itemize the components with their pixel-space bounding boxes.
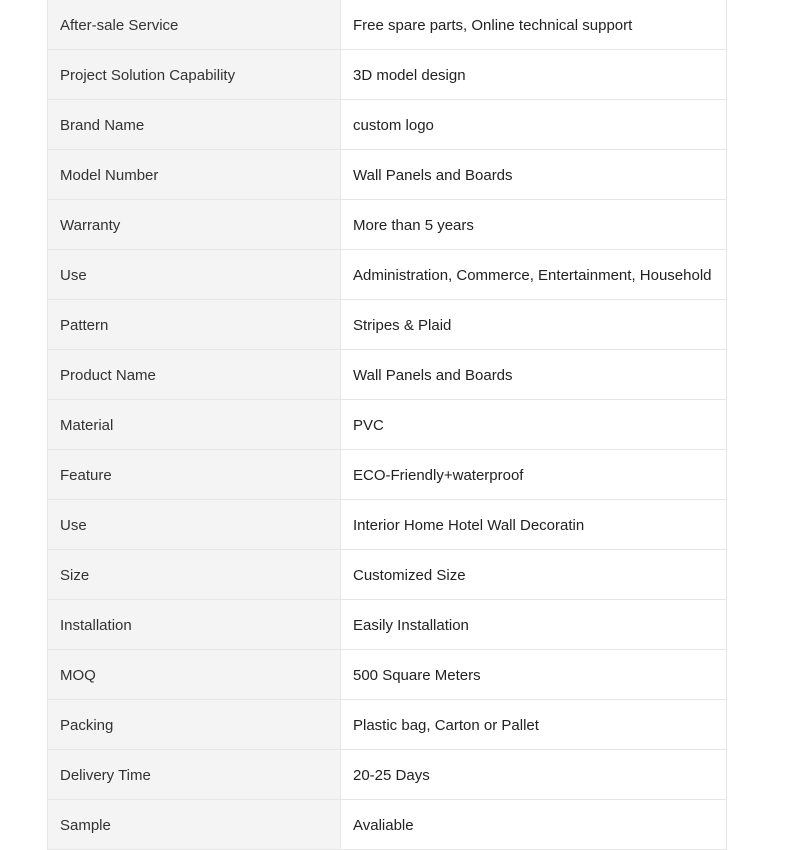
spec-value-cell: Interior Home Hotel Wall Decoratin	[341, 500, 727, 550]
spec-value-cell: custom logo	[341, 100, 727, 150]
spec-key-cell: Project Solution Capability	[48, 50, 341, 100]
spec-key-cell: After-sale Service	[48, 0, 341, 50]
spec-key-cell: Warranty	[48, 200, 341, 250]
spec-key-cell: Pattern	[48, 300, 341, 350]
spec-row	[48, 350, 727, 400]
spec-row	[48, 200, 727, 250]
spec-row	[48, 150, 727, 200]
spec-value-cell: Avaliable	[341, 800, 727, 850]
spec-value-cell: Stripes & Plaid	[341, 300, 727, 350]
spec-value-cell: 3D model design	[341, 50, 727, 100]
spec-key-cell: Use	[48, 250, 341, 300]
spec-row	[48, 250, 727, 300]
spec-key-cell: Model Number	[48, 150, 341, 200]
spec-row	[48, 0, 727, 50]
spec-key-cell: Feature	[48, 450, 341, 500]
spec-row	[48, 750, 727, 800]
spec-value-cell: 500 Square Meters	[341, 650, 727, 700]
spec-key-cell: Size	[48, 550, 341, 600]
spec-row	[48, 500, 727, 550]
spec-table-body	[48, 0, 727, 850]
spec-key-cell: MOQ	[48, 650, 341, 700]
spec-value-cell: Plastic bag, Carton or Pallet	[341, 700, 727, 750]
spec-value-cell: More than 5 years	[341, 200, 727, 250]
spec-row	[48, 700, 727, 750]
spec-value-cell: Easily Installation	[341, 600, 727, 650]
spec-row	[48, 600, 727, 650]
spec-value-cell: Wall Panels and Boards	[341, 150, 727, 200]
spec-value-cell: ECO-Friendly+waterproof	[341, 450, 727, 500]
spec-key-cell: Packing	[48, 700, 341, 750]
spec-value-cell: PVC	[341, 400, 727, 450]
spec-row	[48, 50, 727, 100]
spec-value-cell: Customized Size	[341, 550, 727, 600]
spec-value-cell: Wall Panels and Boards	[341, 350, 727, 400]
spec-row	[48, 800, 727, 850]
spec-key-cell: Material	[48, 400, 341, 450]
spec-key-cell: Installation	[48, 600, 341, 650]
spec-row	[48, 550, 727, 600]
spec-value-cell: 20-25 Days	[341, 750, 727, 800]
spec-key-cell: Delivery Time	[48, 750, 341, 800]
spec-key-cell: Use	[48, 500, 341, 550]
spec-row	[48, 300, 727, 350]
spec-value-cell: Administration, Commerce, Entertainment, Household	[341, 250, 727, 300]
spec-key-cell: Sample	[48, 800, 341, 850]
spec-value-cell: Free spare parts, Online technical support	[341, 0, 727, 50]
spec-row	[48, 100, 727, 150]
product-spec-table	[47, 0, 727, 850]
spec-key-cell: Product Name	[48, 350, 341, 400]
spec-row	[48, 650, 727, 700]
spec-row	[48, 400, 727, 450]
spec-row	[48, 450, 727, 500]
spec-key-cell: Brand Name	[48, 100, 341, 150]
